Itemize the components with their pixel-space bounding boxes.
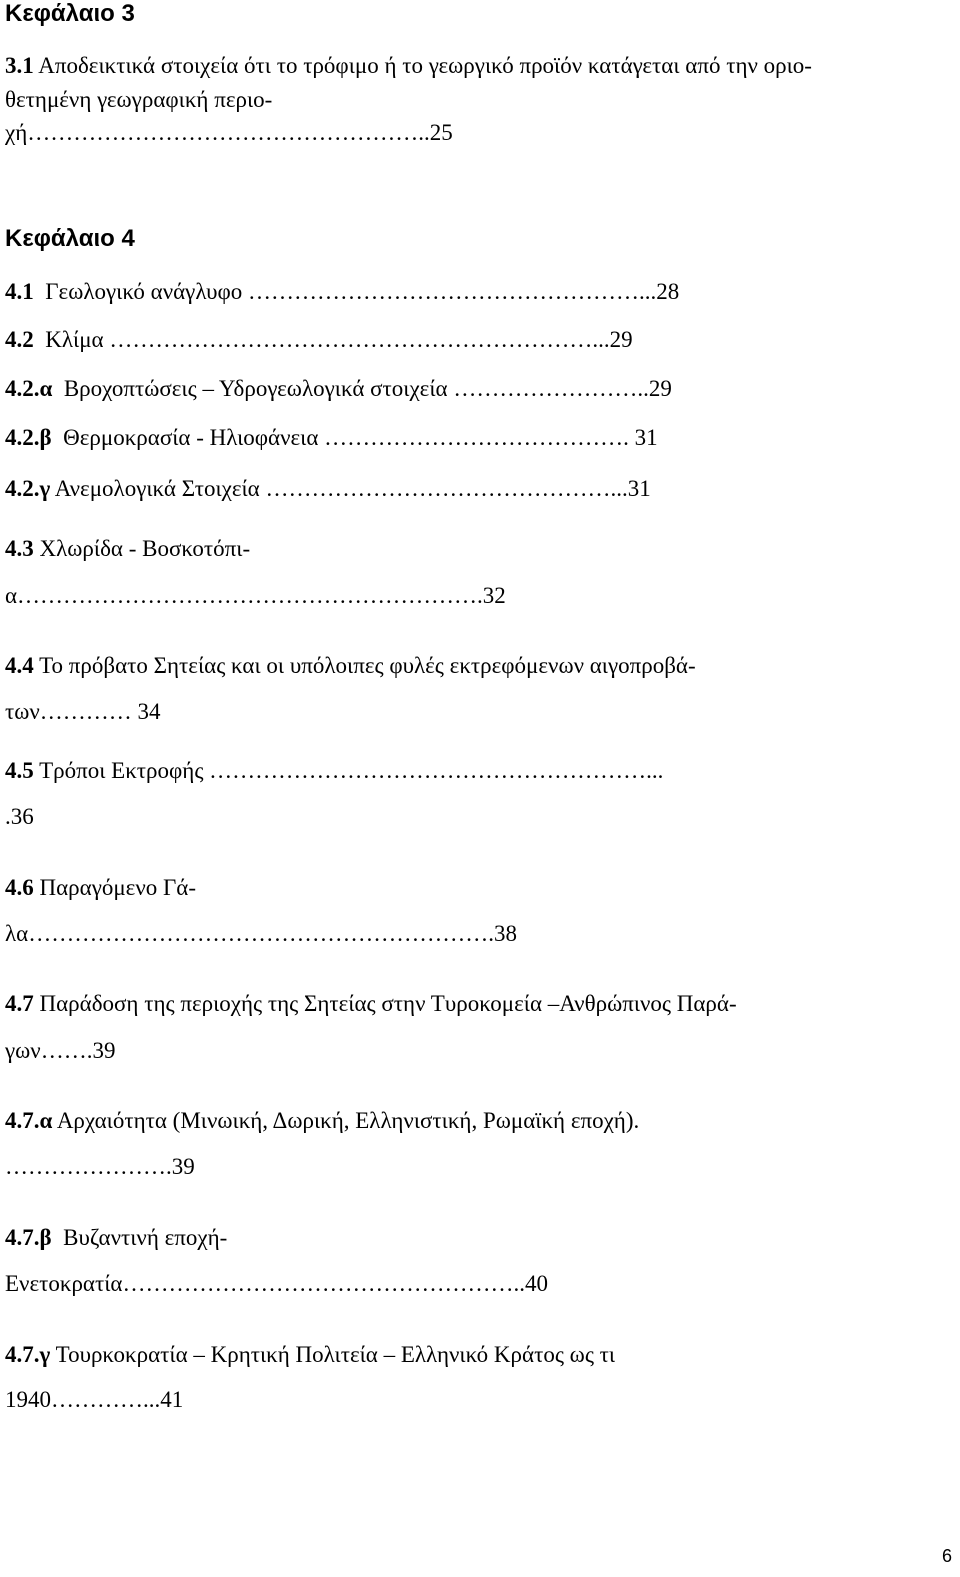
toc-entry-4-7-c [5,1341,615,1369]
toc-entry-3-1-continued: θετημένη γεωγραφική περιο- [5,87,273,112]
toc-entry-4-7-c-continued: 1940…………...41 [5,1387,184,1412]
toc-entry-text: Ανεμολογικά Στοιχεία ………………………………………...31 [50,476,651,501]
toc-entry-text: Βροχοπτώσεις – Υδρογεωλογικά στοιχεία ……………………..29 [52,376,672,401]
toc-entry-4-4 [5,652,696,680]
toc-entry-text: Θερμοκρασία - Ηλιοφάνεια …………………………………. 31 [51,425,658,450]
toc-entry-4-1 [5,278,679,306]
toc-entry-text: Τουρκοκρατία – Κρητική Πολιτεία – Ελληνικό Κράτος ως τι [50,1342,616,1367]
toc-entry-text: Παράδοση της περιοχής της Σητείας στην Τυροκομεία –Ανθρώπινος Παρά- [33,991,737,1016]
toc-entry-4-7-b-continued: Ενετοκρατία……………………………………………..40 [5,1271,548,1296]
chapter-4-title: Κεφάλαιο 4 [5,225,135,252]
toc-entry-4-7-a [5,1107,639,1135]
toc-entry-text: Χλωρίδα - Βοσκοτόπι- [33,536,251,561]
toc-entry-text: Το πρόβατο Σητείας και οι υπόλοιπες φυλές εκτρεφόμενων αιγοπροβά- [33,653,696,678]
toc-entry-4-6 [5,874,196,902]
toc-entry-number: 4.2 [5,327,34,352]
toc-entry-4-5-continued: .36 [5,804,34,829]
toc-entry-4-2 [5,326,633,354]
toc-entry-number: 4.2.α [5,376,53,401]
chapter-3-title: Κεφάλαιο 3 [5,0,135,27]
toc-entry-4-4-continued: των………… 34 [5,699,161,724]
toc-entry-4-7-continued: γων…….39 [5,1038,116,1063]
toc-entry-number: 4.4 [5,653,34,678]
toc-entry-number: 4.5 [5,758,34,783]
toc-entry-4-2-a [5,375,672,403]
toc-entry-4-5 [5,757,663,785]
toc-entry-number: 4.3 [5,536,34,561]
toc-entry-number: 4.7 [5,991,34,1016]
toc-entry-4-2-b [5,424,658,452]
toc-entry-number: 4.2.γ [5,476,51,501]
toc-entry-number: 4.7.γ [5,1342,51,1367]
toc-entry-number: 4.2.β [5,425,52,450]
toc-entry-text: Τρόποι Εκτροφής …………………………………………………... [33,758,664,783]
toc-entry-3-1 [5,52,812,80]
toc-entry-4-7-a-continued: ………………….39 [5,1154,195,1179]
toc-entry-number: 4.6 [5,875,34,900]
toc-entry-text: Κλίμα ………………………………………………………...29 [33,327,633,352]
toc-entry-4-7-b [5,1224,227,1252]
toc-entry-text: Αποδεικτικά στοιχεία ότι το τρόφιμο ή το γεωργικό προϊόν κατάγεται από την οριο- [33,53,812,78]
page-number: 6 [941,1546,952,1566]
toc-entry-text: Γεωλογικό ανάγλυφο ……………………………………………...28 [33,279,680,304]
toc-entry-number: 4.1 [5,279,34,304]
toc-entry-text: Παραγόμενο Γά- [33,875,196,900]
toc-entry-number: 4.7.α [5,1108,53,1133]
toc-entry-number: 3.1 [5,53,34,78]
toc-entry-text: Αρχαιότητα (Μινωική, Δωρική, Ελληνιστική, Ρωμαϊκή εποχή). [52,1108,640,1133]
toc-entry-4-6-continued: λα…………………………………………………….38 [5,921,517,946]
toc-entry-text: Βυζαντινή εποχή- [51,1225,228,1250]
toc-entry-number: 4.7.β [5,1225,52,1250]
toc-entry-4-3-continued: α…………………………………………………….32 [5,583,506,608]
toc-entry-4-2-c [5,475,651,503]
toc-entry-3-1-page: χή……………………………………………..25 [5,120,453,145]
toc-entry-4-7 [5,990,737,1018]
toc-entry-4-3 [5,535,250,563]
